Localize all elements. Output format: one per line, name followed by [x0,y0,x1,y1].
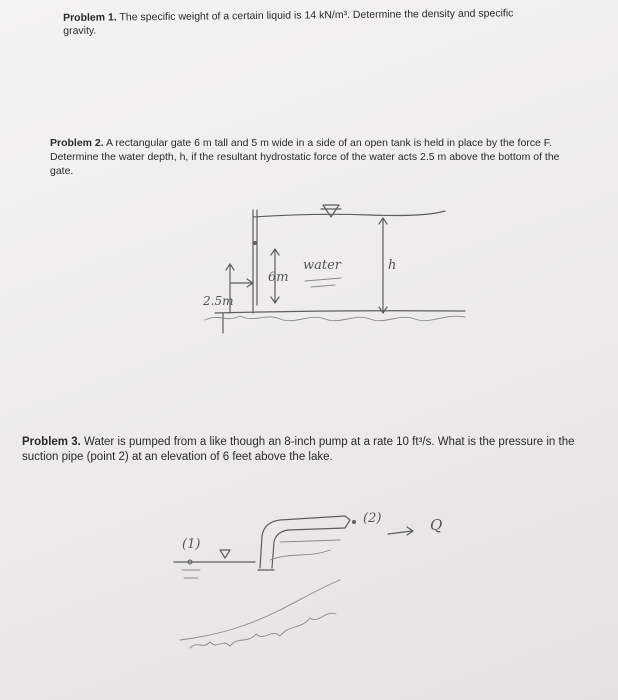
problem-3-text: Water is pumped from a like though an 8-inch pump at a rate 10 ft³/s. What is the pressure in the suction pipe (point 2) at an elevation of 6 feet above the lake. [22,436,575,463]
problem-3-label: Problem 3. [22,436,81,448]
ground-slope [270,550,330,560]
pipe-outlet [345,516,350,528]
point-1-label: (1) [182,537,201,552]
point-2-marker [352,520,356,524]
offset-label: 2.5m [203,294,234,308]
gate-height-label: 6m [268,270,289,285]
problem-1-text: The specific weight of a certain liquid is 14 kN/m³. Determine the density and specific gravity. [63,7,514,37]
depth-label: h [388,258,397,273]
problem-3-sketch [160,500,480,660]
problem-2-sketch [195,195,475,345]
pipe-stroke [280,540,340,542]
water-label: water [303,258,342,273]
problem-2 [50,136,570,178]
ground-hatch [190,613,336,648]
water-underline-2 [311,285,335,287]
pipe-inner [272,528,345,568]
ground-line [180,580,340,640]
ground-hatch [205,316,465,321]
free-surface-icon [220,550,230,558]
hinge-icon [253,241,257,245]
free-surface-icon [323,205,339,217]
problem-1-label: Problem 1. [63,11,117,24]
water-surface [253,211,445,217]
point-2-label: (2) [363,511,382,526]
problem-1 [63,7,533,38]
problem-3 [22,435,582,465]
problem-2-label: Problem 2. [50,137,104,149]
flow-label: Q [430,516,443,534]
water-underline [305,278,341,281]
problem-2-text: A rectangular gate 6 m tall and 5 m wide in a side of an open tank is held in place by the force F. Determine the water depth, h, if the resultant hydrostatic force of the water acts 2.5 m above the bottom of the gate. [50,137,560,177]
